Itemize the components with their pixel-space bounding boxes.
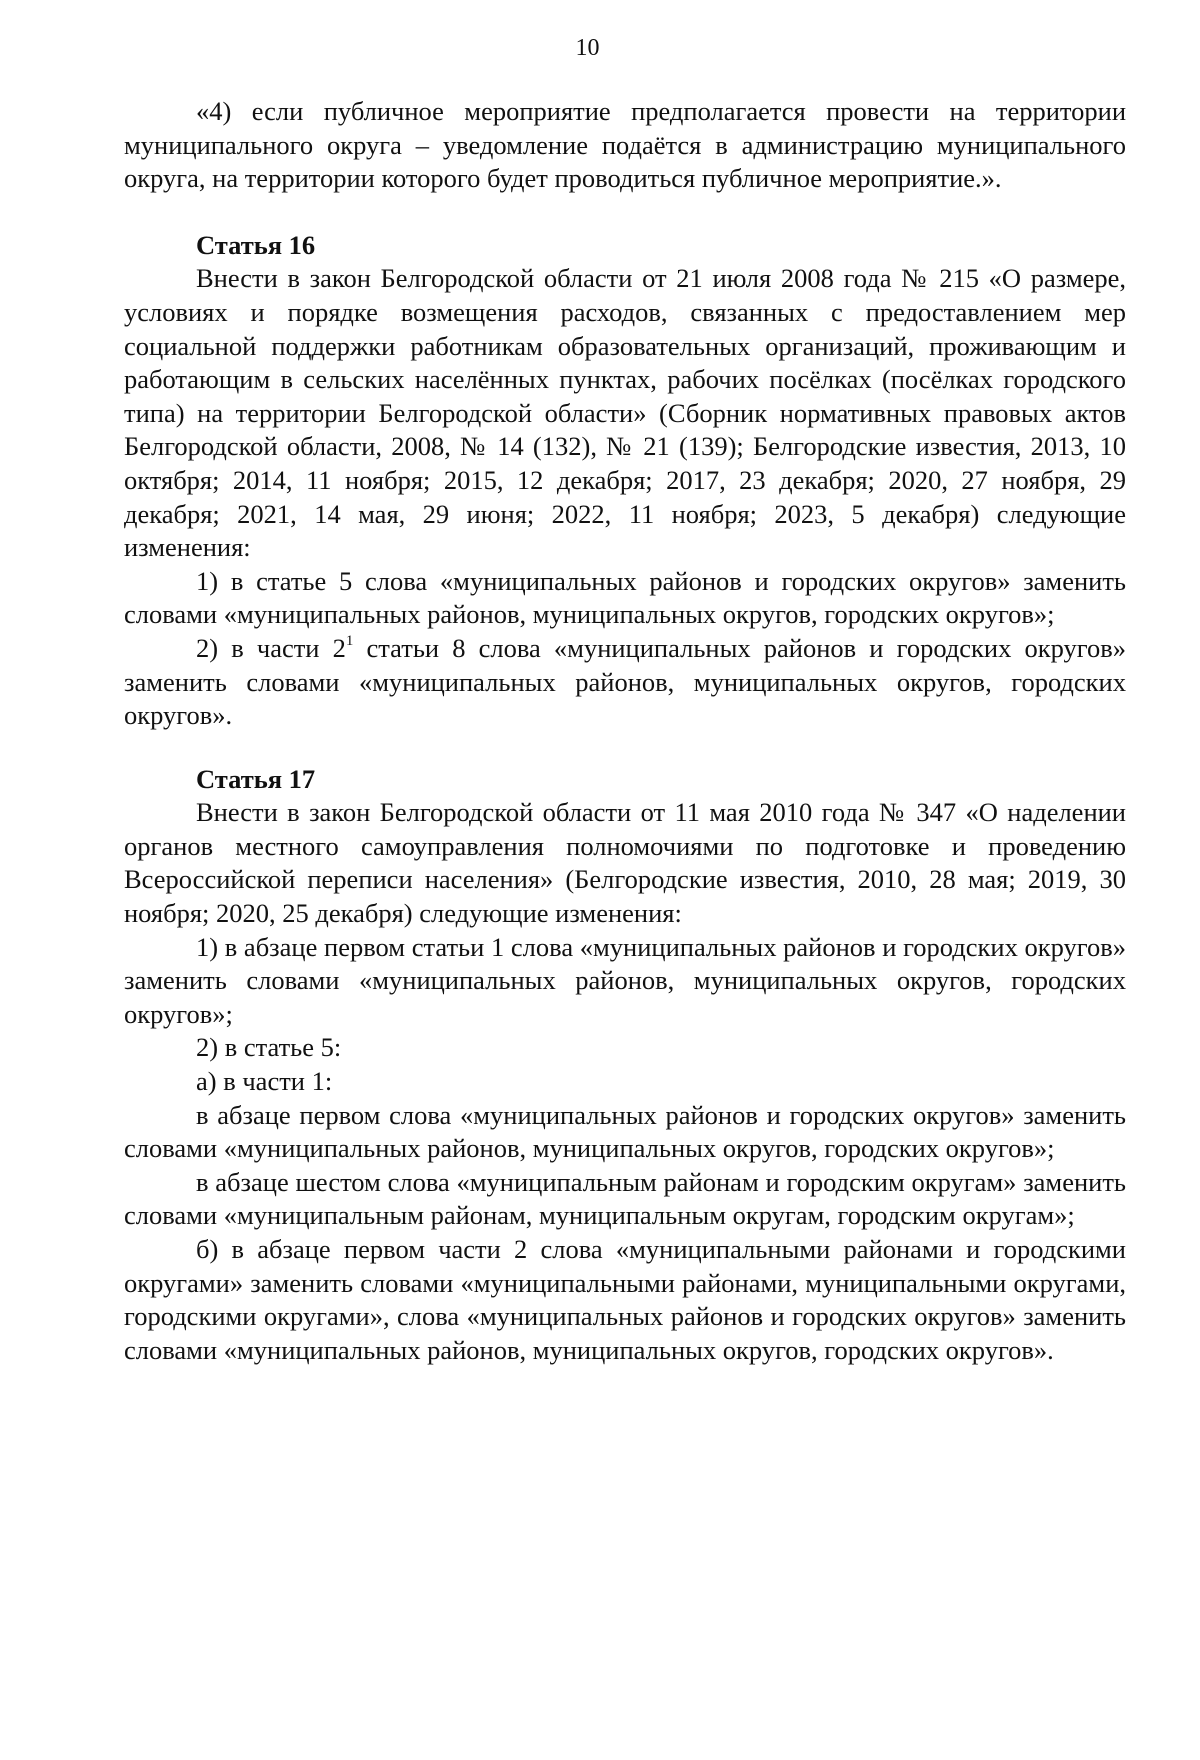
- article-16-item-2: [124, 632, 1126, 733]
- article-17-item-2a-paragraph-6: в абзаце шестом слова «муниципальным районам и городским округам» заменить словами «муниципальным районам, муниципальным округам, городским округам»;: [124, 1166, 1126, 1231]
- article-17-item-2a-paragraph-1: в абзаце первом слова «муниципальных районов и городских округов» заменить словами «муниципальных районов, муниципальных округов, городских округов»;: [124, 1099, 1126, 1164]
- article-17-item-1: 1) в абзаце первом статьи 1 слова «муниципальных районов и городских округов» заменить словами «муниципальных районов, муниципальных округов, городских округов»;: [124, 931, 1126, 1029]
- document-body: [124, 95, 1126, 1367]
- article-16-intro: Внести в закон Белгородской области от 21 июля 2008 года № 215 «О размере, условиях и порядке возмещения расходов, связанных с предоставлением мер социальной поддержки работникам образовательных организаций, проживающим и работающим в сельских населённых пунктах, рабочих посёлках (посёлках городского типа) на территории Белгородской области» (Сборник нормативных правовых актов Белгородской области, 2008, № 14 (132), № 21 (139); Белгородские известия, 2013, 10 октября; 2014, 11 ноября; 2015, 12 декабря; 2017, 23 декабря; 2020, 27 ноября, 29 декабря; 2021, 14 мая, 29 июня; 2022, 11 ноября; 2023, 5 декабря) следующие изменения:: [124, 263, 1126, 563]
- article-17-heading: Статья 17: [196, 763, 316, 794]
- page-number: 10: [575, 35, 600, 61]
- article-16-item-1: 1) в статье 5 слова «муниципальных районов и городских округов» заменить словами «муниципальных районов, муниципальных округов, городских округов»;: [124, 565, 1126, 630]
- article-16-item-2-start: 2) в части 2: [196, 632, 346, 663]
- article-16-heading: Статья 16: [196, 229, 316, 260]
- article-17-item-2: 2) в статье 5:: [196, 1032, 342, 1063]
- article-16-item-2-rest: статьи 8 слова «муниципальных районов и городских округов» заменить словами «муниципальных районов, муниципальных округов, городских округов».: [124, 632, 1126, 731]
- article-17-item-2a: а) в части 1:: [196, 1066, 333, 1097]
- article-17-intro: Внести в закон Белгородской области от 11 мая 2010 года № 347 «О наделении органов местного самоуправления полномочиями по подготовке и проведению Всероссийской переписи населения» (Белгородские известия, 2010, 28 мая; 2019, 30 ноября; 2020, 25 декабря) следующие изменения:: [124, 797, 1126, 929]
- superscript-index: 1: [345, 632, 354, 649]
- article-17-item-2b: б) в абзаце первом части 2 слова «муниципальными районами и городскими округами» заменить словами «муниципальными районами, муниципальными округами, городскими округами», слова «муниципальных районов и городских округов» заменить словами «муниципальных районов, муниципальных округов, городских округов».: [124, 1234, 1126, 1365]
- intro-paragraph: «4) если публичное мероприятие предполагается провести на территории муниципального округа – уведомление подаётся в администрацию муниципального округа, на территории которого будет проводиться публичное мероприятие.».: [124, 96, 1126, 194]
